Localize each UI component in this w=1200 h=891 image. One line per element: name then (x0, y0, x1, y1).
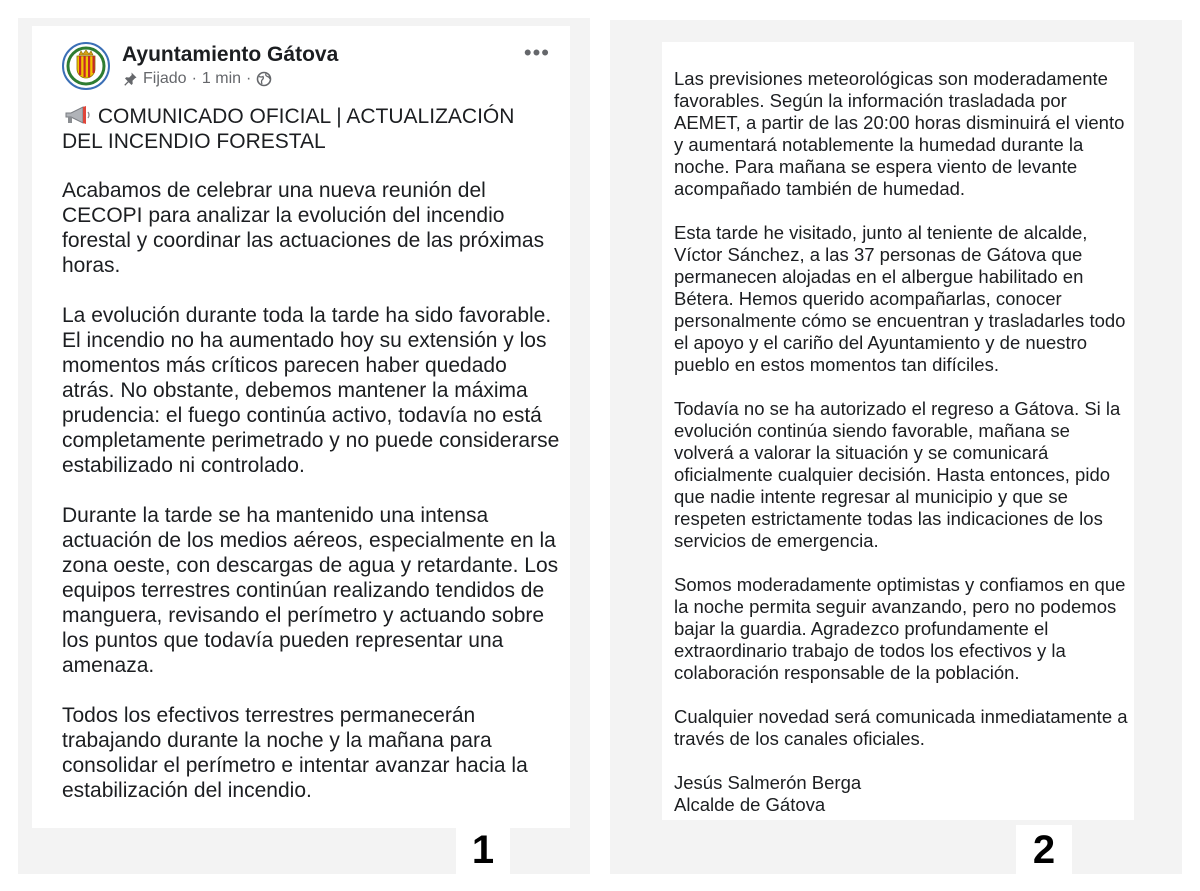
post-title-text: COMUNICADO OFICIAL | ACTUALIZACIÓN DEL INCENDIO FORESTAL (62, 105, 515, 153)
pin-icon (122, 71, 138, 87)
post-paragraph: Somos moderadamente optimistas y confiamos en que la noche permita seguir avanzando, pero no podemos bajar la guardia. Agradezco profundamente el extraordinario trabajo de todos los efectivos y la colaboración responsable de la población. (674, 574, 1126, 683)
coat-of-arms-icon (64, 44, 108, 88)
post-continuation-body (674, 68, 1129, 816)
signature-name: Jesús Salmerón Berga (674, 772, 862, 793)
more-options-icon[interactable]: ••• (523, 40, 550, 65)
post-paragraph: Acabamos de celebrar una nueva reunión del CECOPI para analizar la evolución del incendio forestal y coordinar las actuaciones de las próximas horas. (62, 179, 545, 277)
post-paragraph: Las previsiones meteorológicas son moderadamente favorables. Según la información trasladada por AEMET, a partir de las 20:00 horas disminuirá el viento y aumentará notablemente la humedad durante la noche. Para mañana se espera viento de levante acompañado también de humedad. (674, 68, 1125, 199)
page-number-1: 1 (456, 824, 510, 876)
screenshot-panel-2 (610, 20, 1182, 874)
page-avatar[interactable] (62, 42, 110, 90)
meta-separator: · (246, 70, 252, 87)
screenshot-panel-1 (18, 18, 590, 874)
post-timestamp[interactable]: 1 min (201, 70, 242, 87)
post-continuation-card (662, 42, 1134, 820)
post-meta (122, 70, 272, 88)
post-paragraph: Todos los efectivos terrestres permanecerán trabajando durante la noche y la mañana para consolidar el perímetro e intentar avanzar hacia la estabilización del incendio. (62, 704, 528, 802)
post-paragraph: Cualquier novedad será comunicada inmediatamente a través de los canales oficiales. (674, 706, 1128, 749)
post-paragraph: Todavía no se ha autorizado el regreso a Gátova. Si la evolución continúa siendo favorable, mañana se volverá a valorar la situación y se comunicará oficialmente cualquier decisión. Hasta entonces, pido que nadie intente regresar al municipio y que se respeten estrictamente todas las indicaciones de los servicios de emergencia. (674, 398, 1121, 551)
page-number-2: 2 (1016, 825, 1072, 875)
post-body (62, 178, 562, 828)
signature-title: Alcalde de Gátova (674, 794, 826, 815)
meta-separator: · (191, 70, 197, 87)
pinned-label: Fijado (143, 70, 187, 87)
facebook-post-card (32, 26, 570, 828)
post-title (62, 104, 552, 154)
post-paragraph: Durante la tarde se ha mantenido una intensa actuación de los medios aéreos, especialmente en la zona oeste, con descargas de agua y retardante. Los equipos terrestres continúan realizando tendidos de manguera, revisando el perímetro y actuando sobre los puntos que todavía pueden representar una amenaza. (62, 504, 559, 677)
page-name-link[interactable]: Ayuntamiento Gátova (122, 43, 339, 66)
megaphone-icon (62, 104, 92, 126)
post-paragraph: Esta tarde he visitado, junto al teniente de alcalde, Víctor Sánchez, a las 37 personas de Gátova que permanecen alojadas en el albergue habilitado en Bétera. Hemos querido acompañarlas, conocer personalmente cómo se encuentran y trasladarles todo el apoyo y el cariño del Ayuntamiento y de nuestro pueblo en estos momentos tan difíciles. (674, 222, 1126, 375)
globe-icon[interactable] (256, 71, 272, 87)
post-paragraph: La evolución durante toda la tarde ha sido favorable. El incendio no ha aumentado hoy su extensión y los momentos más críticos parecen haber quedado atrás. No obstante, debemos mantener la máxima prudencia: el fuego continúa activo, todavía no está completamente perimetrado y no puede considerarse estabilizado ni controlado. (62, 304, 560, 477)
